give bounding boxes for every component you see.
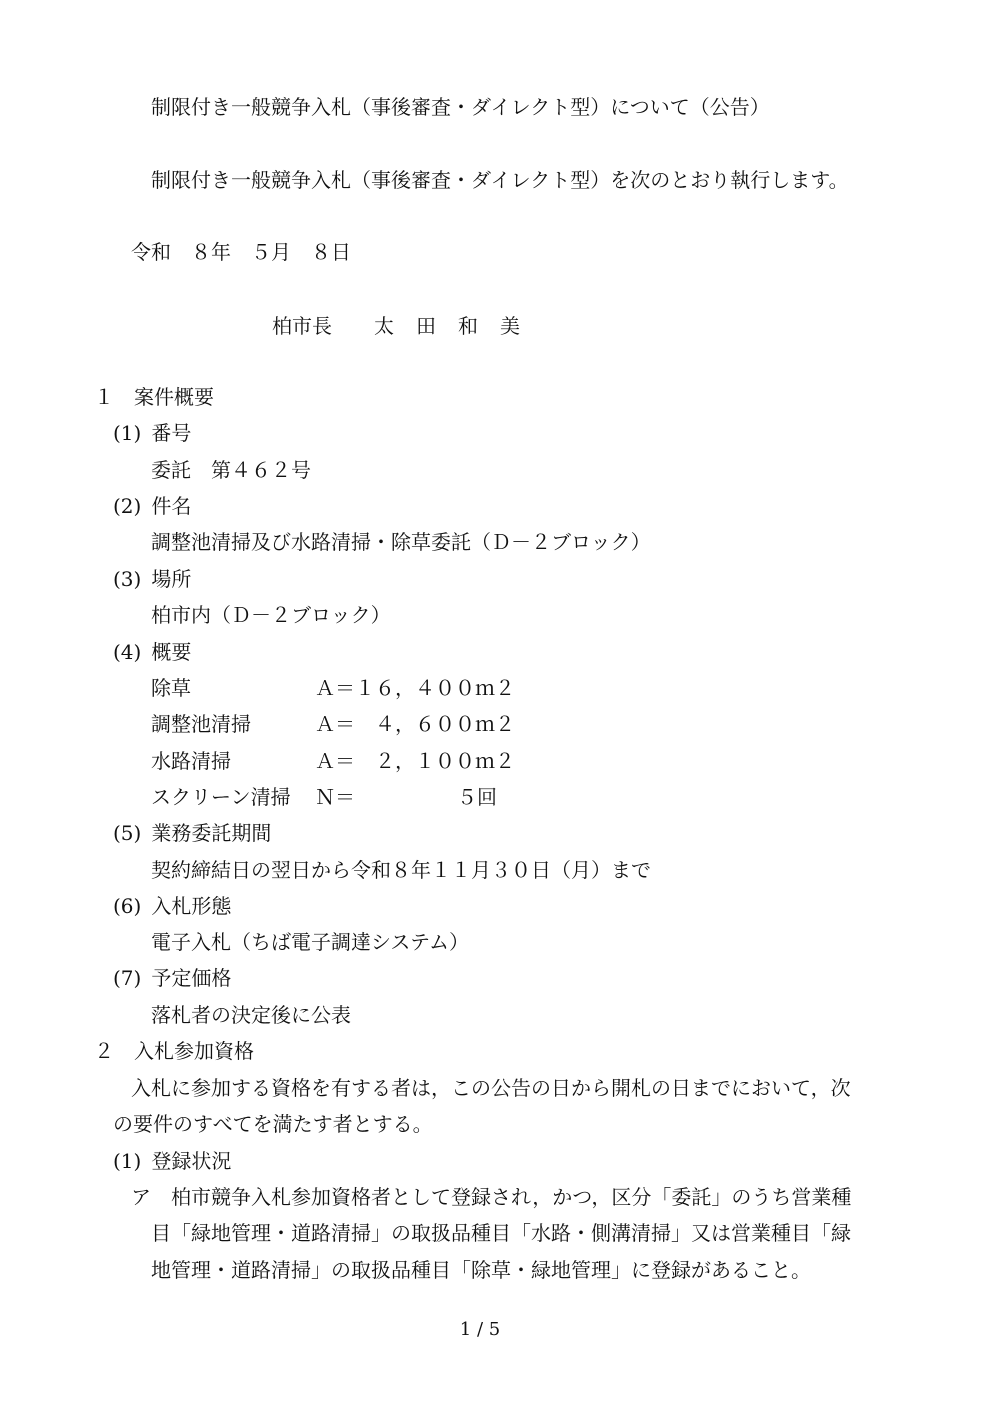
item-3-heading [113, 567, 191, 591]
item-title: 件名 [151, 494, 192, 518]
overview-name: 除草 [151, 676, 191, 700]
overview-row [151, 785, 497, 809]
section-2-paragraph-line: 入札に参加する資格を有する者は，この公告の日から開札の日までにおいて，次 [131, 1076, 851, 1100]
requirement-marker: ア [131, 1185, 151, 1209]
item-title: 業務委託期間 [151, 821, 272, 845]
item-7-heading [113, 966, 231, 990]
requirement-a-line [131, 1185, 851, 1209]
item-label: (2) [113, 494, 142, 518]
registration-heading [113, 1149, 231, 1173]
item-6-content: 電子入札（ちば電子調達システム） [151, 930, 469, 954]
item-label: (7) [113, 966, 142, 990]
signature-name-char: 和 [458, 314, 478, 338]
overview-name: 水路清掃 [151, 749, 231, 773]
item-title: 場所 [151, 567, 192, 591]
requirement-a-line: 目「緑地管理・道路清掃」の取扱品種目「水路・側溝清掃」又は営業種目「緑 [151, 1221, 851, 1245]
item-label: (6) [113, 894, 142, 918]
intro-paragraph: 制限付き一般競争入札（事後審査・ダイレクト型）を次のとおり執行します。 [151, 168, 849, 192]
overview-row [151, 712, 515, 736]
overview-row [151, 676, 515, 700]
signature-block [272, 314, 520, 338]
item-2-content: 調整池清掃及び水路清掃・除草委託（Ｄ－２ブロック） [151, 530, 651, 554]
item-4-heading [113, 640, 191, 664]
signature-name-char: 太 [374, 314, 394, 338]
signature-name-char: 田 [416, 314, 436, 338]
item-title: 入札形態 [151, 894, 232, 918]
item-label: (3) [113, 567, 142, 591]
requirement-a-line: 地管理・道路清掃」の取扱品種目「除草・緑地管理」に登録があること。 [151, 1258, 811, 1282]
item-label: (4) [113, 640, 142, 664]
item-7-content: 落札者の決定後に公表 [151, 1003, 351, 1027]
item-5-heading [113, 821, 271, 845]
section-1-heading: １ 案件概要 [94, 385, 214, 409]
item-3-content: 柏市内（Ｄ－２ブロック） [151, 603, 391, 627]
section-2-heading: ２ 入札参加資格 [94, 1039, 254, 1063]
page-number: 1 / 5 [459, 1319, 501, 1340]
notice-date: 令和 ８年 ５月 ８日 [131, 240, 351, 264]
overview-name: スクリーン清掃 [151, 785, 291, 809]
document-title: 制限付き一般競争入札（事後審査・ダイレクト型）について（公告） [151, 95, 770, 119]
item-1-content: 委託 第４６２号 [151, 458, 311, 482]
overview-value: Ａ＝ ２，１００ｍ２ [315, 749, 515, 773]
item-title: 概要 [151, 640, 192, 664]
item-5-content: 契約締結日の翌日から令和８年１１月３０日（月）まで [151, 858, 651, 882]
item-title: 登録状況 [151, 1149, 232, 1173]
overview-name: 調整池清掃 [151, 712, 251, 736]
overview-value: Ａ＝ ４，６００ｍ２ [315, 712, 515, 736]
signature-position: 柏市長 [272, 314, 332, 338]
item-label: (1) [113, 421, 142, 445]
item-1-heading [113, 421, 191, 445]
overview-value: Ａ＝１６，４００ｍ２ [315, 676, 515, 700]
section-2-paragraph-line: の要件のすべてを満たす者とする。 [113, 1112, 433, 1136]
item-label: (5) [113, 821, 142, 845]
item-title: 予定価格 [151, 966, 232, 990]
item-2-heading [113, 494, 191, 518]
signature-name-char: 美 [500, 314, 520, 338]
item-6-heading [113, 894, 231, 918]
requirement-text: 柏市競争入札参加資格者として登録され，かつ，区分「委託」のうち営業種 [171, 1185, 852, 1209]
overview-row [151, 749, 515, 773]
overview-value-prefix: Ｎ＝ [315, 785, 355, 809]
overview-value-suffix: ５回 [457, 785, 497, 809]
item-label: (1) [113, 1149, 142, 1173]
item-title: 番号 [151, 421, 192, 445]
